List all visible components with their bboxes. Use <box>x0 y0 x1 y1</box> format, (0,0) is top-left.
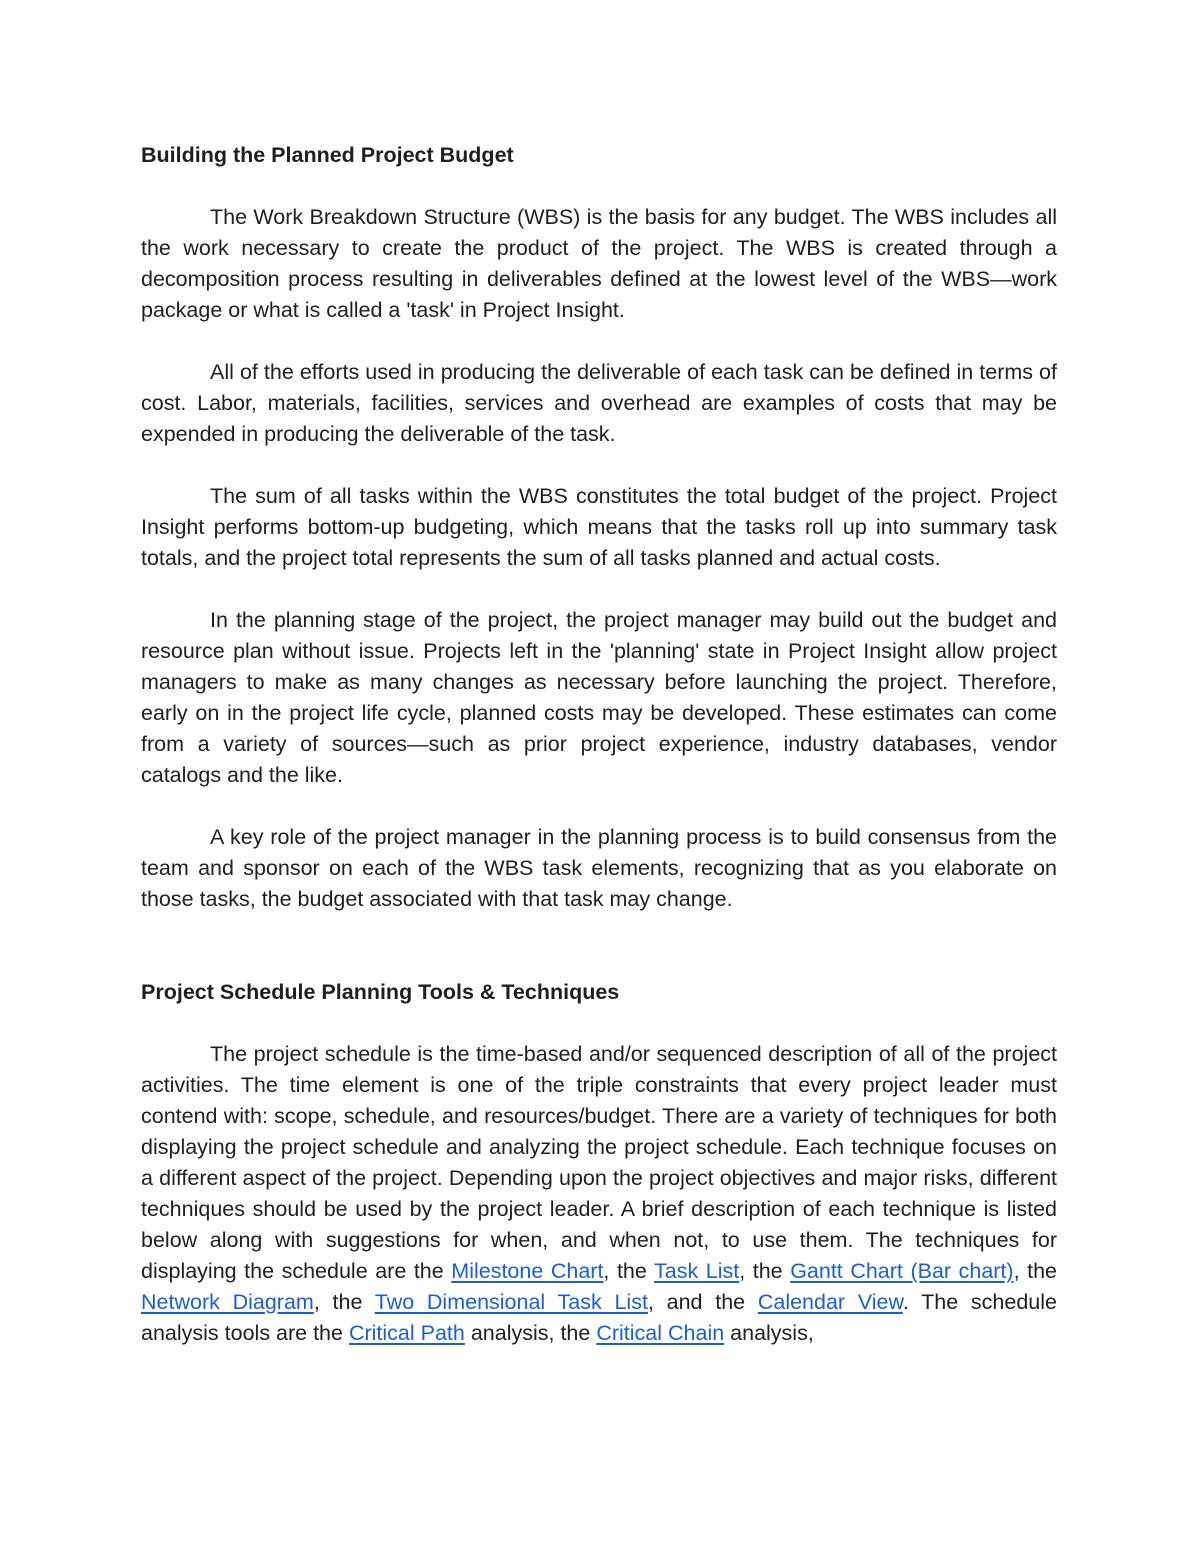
text-run: , the <box>603 1259 654 1283</box>
paragraph-planning-stage: In the planning stage of the project, the project manager may build out the budget and resource plan without issue. Projects left in the 'planning' state in Project Insight allow project managers to make as many changes as necessary before launching the project. Therefore, early on in the project life cycle, planned costs may be developed. These estimates can come from a variety of sources—such as prior project experience, industry databases, vendor catalogs and the like. <box>141 608 1057 787</box>
text-run: analysis, <box>724 1321 814 1345</box>
link-critical-path[interactable]: Critical Path <box>348 1321 465 1345</box>
link-critical-chain[interactable]: Critical Chain <box>596 1321 725 1345</box>
text-run: , and the <box>647 1290 758 1314</box>
link-task-list[interactable]: Task List <box>654 1259 740 1283</box>
link-network-diagram[interactable]: Network Diagram <box>141 1290 314 1314</box>
text-run: , the <box>313 1290 375 1314</box>
text-run: . The schedule analysis tools are the <box>141 1290 1057 1345</box>
paragraph-efforts-cost: All of the efforts used in producing the deliverable of each task can be defined in terms of cost. Labor, materials, facilities, services and overhead are examples of costs that may be expended in producing the deliverable of the task. <box>141 360 1057 446</box>
section-heading-budget: Building the Planned Project Budget <box>141 143 514 167</box>
link-gantt-chart[interactable]: Gantt Chart (Bar chart) <box>790 1259 1014 1283</box>
link-calendar-view[interactable]: Calendar View <box>757 1290 903 1314</box>
paragraph-key-role: A key role of the project manager in the planning process is to build consensus from the team and sponsor on each of the WBS task elements, recognizing that as you elaborate on those tasks, the budget associated with that task may change. <box>141 825 1057 911</box>
text-run: , the <box>1013 1259 1057 1283</box>
paragraph-project-schedule <box>141 1039 1057 1349</box>
document-body <box>141 140 1057 1349</box>
section-heading-schedule: Project Schedule Planning Tools & Techniques <box>141 980 620 1004</box>
paragraph-wbs: The Work Breakdown Structure (WBS) is the basis for any budget. The WBS includes all the work necessary to create the product of the project. The WBS is created through a decomposition process resulting in deliverables defined at the lowest level of the WBS—work package or what is called a 'task' in Project Insight. <box>141 205 1057 322</box>
paragraph-sum-of-tasks: The sum of all tasks within the WBS constitutes the total budget of the project. Project Insight performs bottom-up budgeting, which means that the tasks roll up into summary task totals, and the project total represents the sum of all tasks planned and actual costs. <box>141 484 1057 570</box>
text-run: The project schedule is the time-based and/or sequenced description of all of the project activities. The time element is one of the triple constraints that every project leader must contend with: scope, schedule, and resources/budget. There are a variety of techniques for both displaying the project schedule and analyzing the project schedule. Each technique focuses on a different aspect of the project. Depending upon the project objectives and major risks, different techniques should be used by the project leader. A brief description of each technique is listed below along with suggestions for when, and when not, to use them. The techniques for displaying the schedule are the <box>141 1042 1057 1283</box>
text-run: analysis, the <box>464 1321 597 1345</box>
link-milestone-chart[interactable]: Milestone Chart <box>451 1259 604 1283</box>
link-two-dimensional-task-list[interactable]: Two Dimensional Task List <box>374 1290 648 1314</box>
text-run: , the <box>739 1259 791 1283</box>
